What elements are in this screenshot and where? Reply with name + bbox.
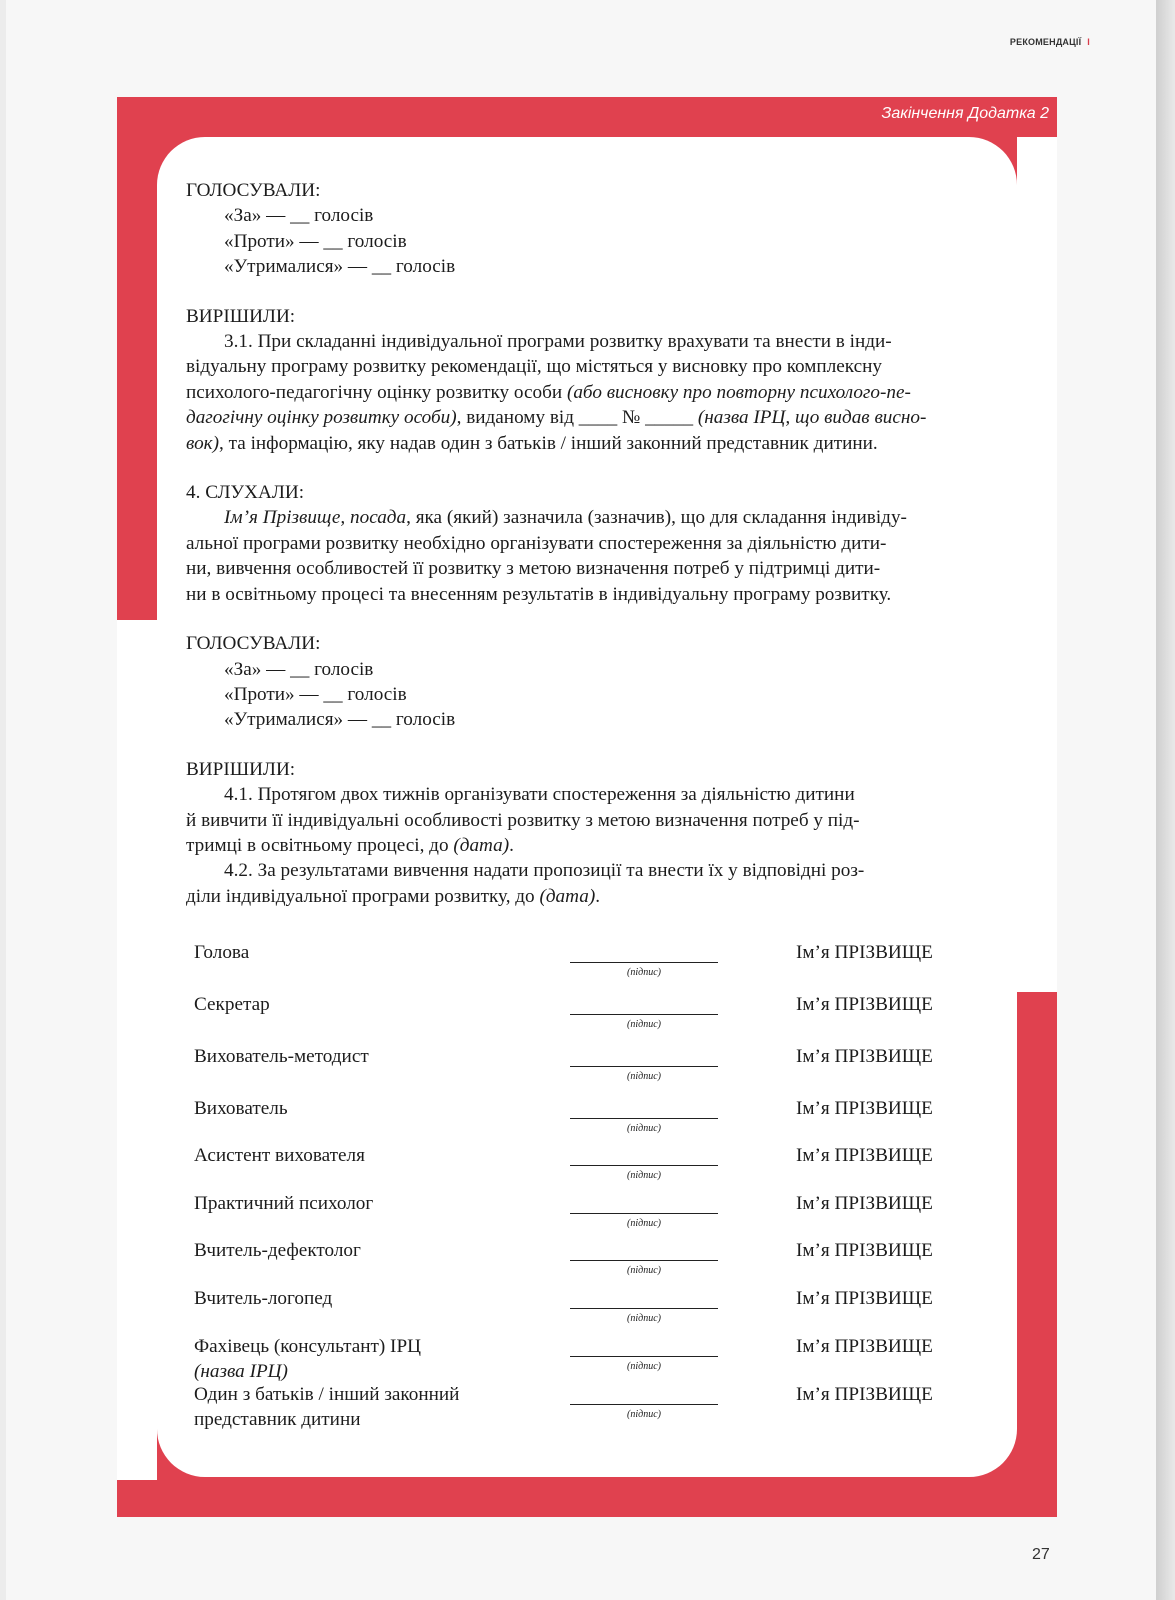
decided2-line: 4.1. Протягом двох тижнів організувати спостереження за діяльністю дитини xyxy=(224,784,855,806)
role-label-italic: (назва ІРЦ) xyxy=(194,1361,288,1382)
text-run: психолого-педагогічну оцінку розвитку особи xyxy=(186,381,567,403)
decided1-line: відуальну програму розвитку рекомендації, що містяться у висновку про комплексну xyxy=(186,356,883,378)
italic-run: (дата) xyxy=(539,885,596,907)
heard4-line: альної програми розвитку необхідно організувати спостереження за діяльністю дити- xyxy=(186,532,887,554)
signature-line xyxy=(570,1213,718,1214)
signature-hint: (підпис) xyxy=(627,1265,661,1276)
decided1-line xyxy=(186,380,994,405)
decided2-line: 4.2. За результатами вивчення надати пропозиції та внести їх у відповідні роз- xyxy=(224,860,865,882)
running-head xyxy=(970,37,1090,47)
protocol-text xyxy=(186,178,994,909)
vote1-utrym: «Утрималися» — __ голосів xyxy=(224,256,456,278)
text-run: . xyxy=(595,885,601,907)
text-run: тримці в освітньому процесі, до xyxy=(186,834,454,856)
signature-line xyxy=(570,1308,718,1309)
vote2-za: «За» — __ голосів xyxy=(224,658,374,680)
name-placeholder: Ім’я ПРІЗВИЩЕ xyxy=(796,1336,933,1357)
italic-run: (або висновку про повторну психолого-пе- xyxy=(566,381,911,403)
signature-line xyxy=(570,1404,718,1405)
text-run: діли індивідуальної програми розвитку, до xyxy=(186,885,540,907)
signature-hint: (підпис) xyxy=(627,1313,661,1324)
signature-line xyxy=(570,962,718,963)
decided2-heading: ВИРІШИЛИ: xyxy=(186,758,296,780)
frame-cutout-left xyxy=(117,620,157,1480)
name-placeholder: Ім’я ПРІЗВИЩЕ xyxy=(796,994,933,1015)
vote1-heading: ГОЛОСУВАЛИ: xyxy=(186,180,321,201)
text-run: . xyxy=(509,834,514,856)
decided1-line: 3.1. При складанні індивідуальної програми розвитку врахувати та внести в інди- xyxy=(224,331,892,353)
page-number: 27 xyxy=(1032,1546,1050,1563)
text-run: , яка (який) зазначила (зазначив), що для складання індивіду- xyxy=(406,507,907,529)
italic-run: (дата) xyxy=(453,834,510,856)
signature-line xyxy=(570,1260,718,1261)
vote2-proty: «Проти» — __ голосів xyxy=(224,683,407,705)
running-head-label: РЕКОМЕНДАЦІЇ xyxy=(1009,37,1082,47)
name-placeholder: Ім’я ПРІЗВИЩЕ xyxy=(796,1145,933,1166)
signature-hint: (підпис) xyxy=(627,1170,661,1181)
decided1-heading: ВИРІШИЛИ: xyxy=(186,305,296,327)
signature-hint: (підпис) xyxy=(627,1071,661,1082)
spacer xyxy=(186,456,994,480)
italic-run: вок) xyxy=(186,432,220,454)
role-label: Голова xyxy=(194,942,250,963)
decided1-line xyxy=(186,405,994,430)
italic-run: дагогічну оцінку розвитку особи) xyxy=(186,407,457,429)
signature-line xyxy=(570,1014,718,1015)
name-placeholder: Ім’я ПРІЗВИЩЕ xyxy=(796,1384,933,1405)
role-label-line: Один з батьків / інший законний xyxy=(194,1384,460,1405)
decided2-line: й вивчити її індивідуальні особливості розвитку з метою визначення потреб у під- xyxy=(186,809,860,831)
decided2-line xyxy=(186,884,994,909)
vote2-heading: ГОЛОСУВАЛИ: xyxy=(186,633,321,655)
role-label: Вчитель-логопед xyxy=(194,1288,333,1309)
role-label: Вихователь-методист xyxy=(194,1046,369,1067)
role-label: Вихователь xyxy=(194,1098,288,1119)
vote1-za: «За» — __ голосів xyxy=(224,205,374,227)
name-placeholder: Ім’я ПРІЗВИЩЕ xyxy=(796,1046,933,1067)
heard4-heading: 4. СЛУХАЛИ: xyxy=(186,482,305,504)
role-label: Асистент вихователя xyxy=(194,1145,365,1166)
signature-hint: (підпис) xyxy=(627,1019,661,1030)
role-label xyxy=(194,1382,554,1432)
vote2-utrym: «Утрималися» — __ голосів xyxy=(224,709,456,731)
spacer xyxy=(186,280,994,304)
signature-line xyxy=(570,1356,718,1357)
signature-hint: (підпис) xyxy=(627,1409,661,1420)
role-label-line: представник дитини xyxy=(194,1409,361,1430)
signature-line xyxy=(570,1165,718,1166)
name-placeholder: Ім’я ПРІЗВИЩЕ xyxy=(796,1240,933,1261)
heard4-line: ни, вивчення особливостей її розвитку з метою визначення потреб у підтримці дити- xyxy=(186,558,881,580)
name-placeholder: Ім’я ПРІЗВИЩЕ xyxy=(796,1098,933,1119)
signature-line xyxy=(570,1118,718,1119)
heard4-line xyxy=(186,505,994,530)
spacer xyxy=(186,733,994,757)
name-placeholder: Ім’я ПРІЗВИЩЕ xyxy=(796,1288,933,1309)
frame-title: Закінчення Додатка 2 xyxy=(881,105,1049,122)
signature-hint: (підпис) xyxy=(627,1361,661,1372)
decided1-line xyxy=(186,431,994,456)
signature-hint: (підпис) xyxy=(627,1123,661,1134)
role-label xyxy=(194,1334,554,1384)
role-label: Практичний психолог xyxy=(194,1193,374,1214)
vote1-proty: «Проти» — __ голосів xyxy=(224,230,407,252)
role-label: Вчитель-дефектолог xyxy=(194,1240,361,1261)
text-run: , виданому від ____ № _____ xyxy=(456,407,698,429)
name-placeholder: Ім’я ПРІЗВИЩЕ xyxy=(796,1193,933,1214)
running-head-bar: I xyxy=(1087,37,1090,47)
heard4-line: ни в освітньому процесі та внесенням результатів в індивідуальну програму розвитку. xyxy=(186,583,892,605)
role-label-line: Фахівець (консультант) ІРЦ xyxy=(194,1336,421,1357)
page-edge-shadow xyxy=(1156,0,1175,1600)
frame-cutout-right xyxy=(1017,137,1057,992)
spacer xyxy=(186,607,994,631)
name-placeholder: Ім’я ПРІЗВИЩЕ xyxy=(796,942,933,963)
decided2-line xyxy=(186,833,994,858)
signature-line xyxy=(570,1066,718,1067)
italic-run: (назва ІРЦ, що видав висно- xyxy=(697,407,927,429)
signature-hint: (підпис) xyxy=(627,1218,661,1229)
role-label: Секретар xyxy=(194,994,270,1015)
signature-hint: (підпис) xyxy=(627,967,661,978)
text-run: , та інформацію, яку надав один з батьків / інший законний представник дитини. xyxy=(219,432,878,454)
italic-run: Ім’я Прізвище, посада xyxy=(224,507,407,529)
